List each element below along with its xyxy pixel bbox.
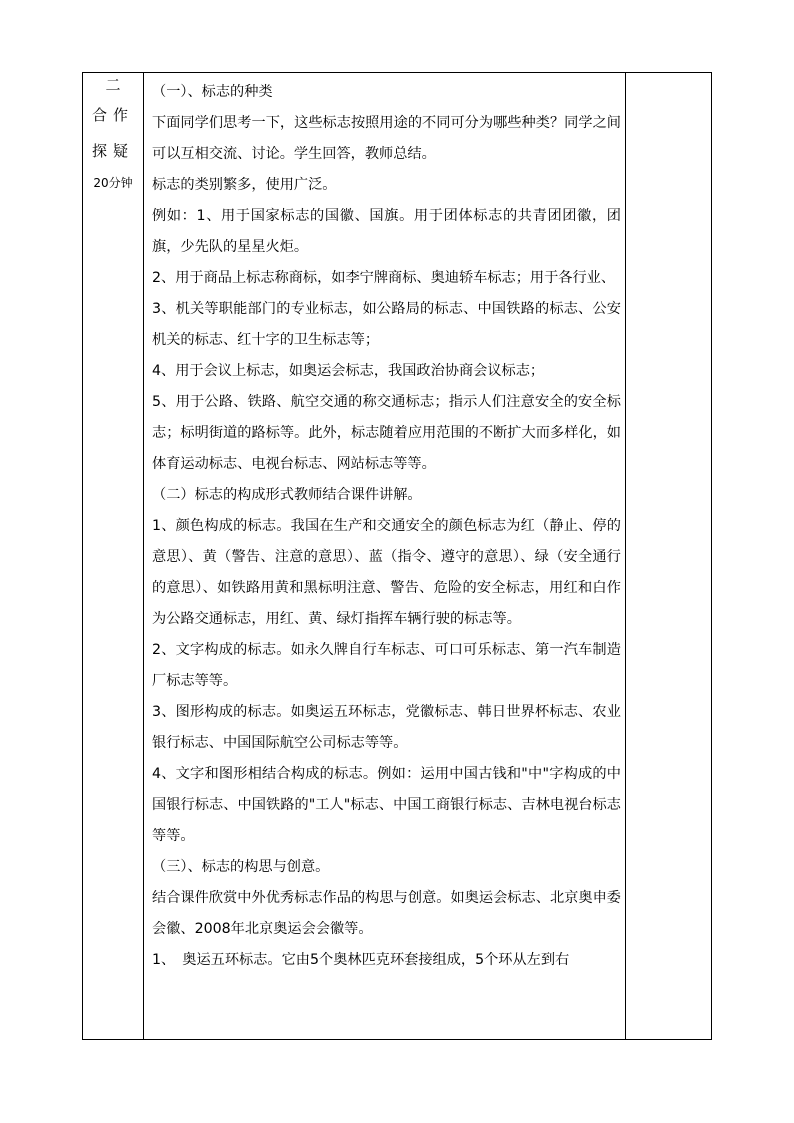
stage-name-line-2: 探疑 (91, 142, 134, 160)
table-row (83, 73, 712, 1040)
paragraph: 5、用于公路、铁路、航空交通的称交通标志；指示人们注意安全的安全标志；标明街道的路标等。此外，标志随着应用范围的不断扩大而多样化，如体育运动标志、电视台标志、网站标志等等。 (152, 394, 621, 472)
paragraph: 例如：1、用于国家标志的国徽、国旗。用于团体标志的共青团团徽，团旗，少先队的星星火炬。 (152, 208, 621, 255)
paragraph: 1、 奥运五环标志。它由5个奥林匹克环套接组成，5个环从左到右 (152, 952, 570, 968)
paragraph: 2、用于商品上标志称商标，如李宁牌商标、奥迪轿车标志；用于各行业、 (152, 270, 616, 286)
paragraph: 2、文字构成的标志。如永久牌自行车标志、可口可乐标志、第一汽车制造厂标志等等。 (152, 642, 621, 689)
paragraph: 结合课件欣赏中外优秀标志作品的构思与创意。如奥运会标志、北京奥申委会徽、2008年北京奥运会会徽等。 (152, 890, 621, 937)
lesson-plan-table (82, 72, 712, 1040)
stage-duration: 20分钟 (93, 176, 133, 190)
paragraph: 3、图形构成的标志。如奥运五环标志，党徽标志、韩日世界杯标志、农业银行标志、中国国际航空公司标志等等。 (152, 704, 621, 751)
stage-name-line-1: 合作 (91, 106, 134, 124)
paragraph: 3、机关等职能部门的专业标志，如公路局的标志、中国铁路的标志、公安机关的标志、红十字的卫生标志等； (152, 301, 621, 348)
content-cell (144, 73, 626, 1040)
stage-cell (83, 73, 144, 1040)
section-heading-types: （一）、标志的种类 (152, 84, 273, 100)
section-heading-forms: （二）标志的构成形式教师结合课件讲解。 (152, 487, 422, 503)
content-body (144, 73, 625, 976)
paragraph: 标志的类别繁多，使用广泛。 (152, 177, 337, 193)
paragraph: 1、颜色构成的标志。我国在生产和交通安全的颜色标志为红（静止、停的意思）、黄（警告、注意的意思）、蓝（指令、遵守的意思）、绿（安全通行的意思）、如铁路用黄和黑标明注意、警告、危险的安全标志，用红和白作为公路交通标志，用红、黄、绿灯指挥车辆行驶的标志等。 (152, 518, 621, 627)
stage-number: 二 (105, 76, 121, 94)
section-heading-concept: （三）、标志的构思与创意。 (152, 859, 330, 875)
notes-cell (626, 73, 712, 1040)
paragraph: 4、用于会议上标志，如奥运会标志，我国政治协商会议标志； (152, 363, 545, 379)
paragraph: 4、文字和图形相结合构成的标志。例如：运用中国古钱和"中"字构成的中国银行标志、中国铁路的"工人"标志、中国工商银行标志、吉林电视台标志等等。 (152, 766, 621, 844)
paragraph: 下面同学们思考一下，这些标志按照用途的不同可分为哪些种类？同学之间可以互相交流、讨论。学生回答，教师总结。 (152, 115, 621, 162)
